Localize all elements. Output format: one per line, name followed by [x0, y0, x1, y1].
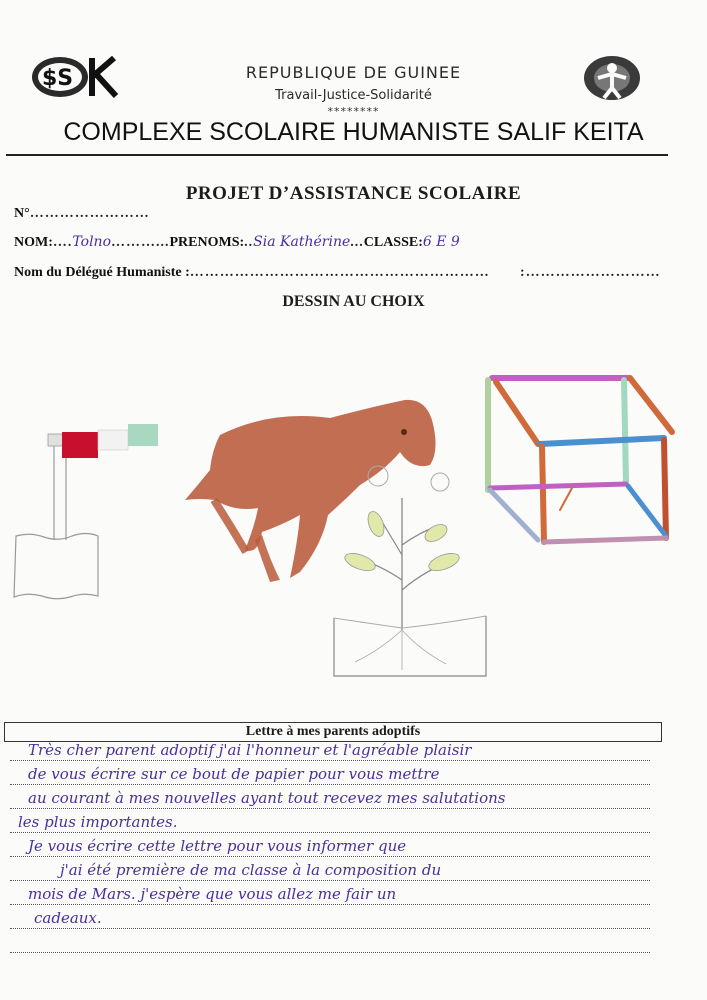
identity-row: NOM:….Tolno………...PRENOMS:..Sia Kathérine...CLASSE:6 E 9 — [14, 234, 460, 250]
letter-heading: Lettre à mes parents adoptifs — [4, 722, 662, 742]
nom-value: Tolno — [72, 234, 111, 250]
delegue-extra-dots: :……………………… — [520, 265, 661, 280]
national-motto: Travail-Justice-Solidarité — [275, 88, 432, 103]
number-label: N° — [14, 206, 30, 221]
number-dots: …………………… — [29, 206, 150, 221]
drawing-title: DESSIN AU CHOIX — [282, 293, 425, 310]
school-name: COMPLEXE SCOLAIRE HUMANISTE SALIF KEITA — [63, 118, 644, 146]
writing-line — [10, 880, 650, 881]
prenoms-label: PRENOMS: — [169, 235, 245, 250]
letter-line-8: cadeaux. — [34, 909, 102, 927]
delegue-dots: …………………………………………………… — [189, 265, 490, 280]
prenoms-value: Sia Kathérine — [253, 234, 351, 250]
letter-line-3: au courant à mes nouvelles ayant tout recevez mes salutations — [28, 789, 506, 807]
writing-line — [10, 832, 650, 833]
writing-line — [10, 784, 650, 785]
header-rule — [6, 154, 668, 156]
number-field — [14, 204, 150, 222]
writing-line — [10, 928, 650, 929]
letter-line-7: mois de Mars. j'espère que vous allez me fair un — [28, 885, 397, 903]
project-title: PROJET D’ASSISTANCE SCOLAIRE — [185, 183, 522, 204]
classe-label: CLASSE: — [363, 235, 423, 250]
letter-line-6: j'ai été première de ma classe à la composition du — [60, 861, 442, 879]
country-name: REPUBLIQUE DE GUINEE — [245, 63, 462, 82]
delegue-label: Nom du Délégué Humaniste : — [14, 265, 190, 280]
nom-label: NOM: — [14, 235, 53, 250]
letter-line-4: les plus importantes. — [18, 813, 178, 831]
classe-value: 6 E 9 — [422, 234, 460, 250]
letter-line-1: Très cher parent adoptif j'ai l'honneur et l'agréable plaisir — [28, 741, 472, 759]
letter-line-2: de vous écrire sur ce bout de papier pour vous mettre — [28, 765, 440, 783]
plant-drawing — [334, 498, 486, 676]
cube-drawing — [488, 378, 672, 542]
stars-divider: ******** — [327, 105, 380, 118]
delegue-row — [14, 263, 490, 281]
writing-line — [10, 808, 650, 809]
flag-drawing — [14, 424, 158, 599]
child-drawing — [0, 340, 707, 720]
writing-line — [10, 760, 650, 761]
writing-line — [10, 904, 650, 905]
letter-line-5: Je vous écrire cette lettre pour vous informer que — [28, 837, 407, 855]
writing-line — [10, 856, 650, 857]
horse-drawing — [185, 400, 449, 582]
writing-line — [10, 952, 650, 953]
svg-text:$S: $S — [42, 66, 74, 91]
